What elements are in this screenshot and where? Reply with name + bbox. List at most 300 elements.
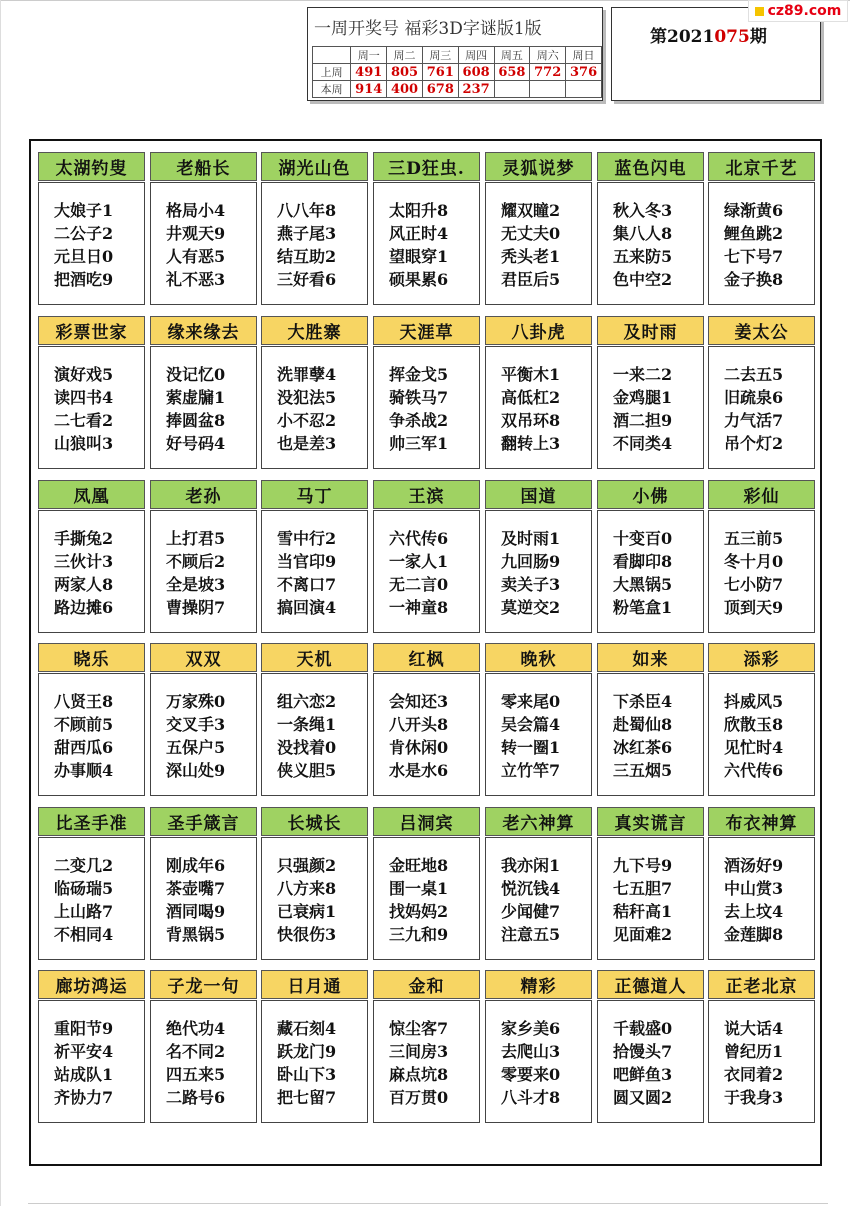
riddle-body bbox=[38, 837, 145, 960]
riddle-line: 一来二2 bbox=[613, 365, 673, 384]
riddle-line: 背黑锅5 bbox=[166, 925, 226, 944]
riddle-line: 说大话4 bbox=[724, 1019, 784, 1038]
riddle-body bbox=[150, 510, 257, 633]
riddle-cell bbox=[38, 643, 145, 796]
draw-number bbox=[530, 81, 566, 98]
riddle-line: 耀双瞳2 bbox=[501, 201, 561, 220]
author-name: 八卦虎 bbox=[485, 316, 592, 345]
riddle-cell bbox=[597, 970, 704, 1123]
riddle-cell bbox=[597, 807, 704, 960]
author-name: 彩仙 bbox=[708, 480, 815, 509]
riddle-line: 曹操阴7 bbox=[166, 598, 226, 617]
riddle-line: 帅三军1 bbox=[389, 434, 449, 453]
riddle-cell bbox=[485, 807, 592, 960]
author-name: 天涯草 bbox=[373, 316, 480, 345]
author-name: 长城长 bbox=[261, 807, 368, 836]
riddle-line: 高低杠2 bbox=[501, 388, 561, 407]
riddle-line: 不顾后2 bbox=[166, 552, 226, 571]
author-name: 缘来缘去 bbox=[150, 316, 257, 345]
riddle-line: 鲤鱼跳2 bbox=[724, 224, 784, 243]
riddle-line: 大黑锅5 bbox=[613, 575, 673, 594]
riddle-line: 无二言0 bbox=[389, 575, 449, 594]
riddle-line: 旧疏泉6 bbox=[724, 388, 784, 407]
riddle-line: 名不同2 bbox=[166, 1042, 226, 1061]
riddle-line: 三五烟5 bbox=[613, 761, 673, 780]
site-logo[interactable] bbox=[748, 0, 848, 22]
riddle-line: 粉笔盒1 bbox=[613, 598, 673, 617]
riddle-cell bbox=[485, 970, 592, 1123]
riddle-cell bbox=[373, 970, 480, 1123]
riddle-line: 好号码4 bbox=[166, 434, 226, 453]
draw-number: 376 bbox=[566, 64, 602, 81]
riddle-cell bbox=[708, 643, 815, 796]
riddle-line: 格局小4 bbox=[166, 201, 226, 220]
riddle-line: 元旦日0 bbox=[54, 247, 114, 266]
riddle-line: 祈平安4 bbox=[54, 1042, 114, 1061]
riddle-line: 色中空2 bbox=[613, 270, 673, 289]
riddle-line: 百万贯0 bbox=[389, 1088, 449, 1107]
riddle-line: 围一桌1 bbox=[389, 879, 449, 898]
riddle-line: 顶到天9 bbox=[724, 598, 784, 617]
riddle-body bbox=[38, 673, 145, 796]
author-name: 日月通 bbox=[261, 970, 368, 999]
riddle-line: 侠义胆5 bbox=[277, 761, 337, 780]
author-name: 蓝色闪电 bbox=[597, 152, 704, 181]
riddle-line: 跃龙门9 bbox=[277, 1042, 337, 1061]
riddle-body bbox=[708, 182, 815, 305]
riddle-body bbox=[261, 1000, 368, 1123]
author-name: 比圣手准 bbox=[38, 807, 145, 836]
riddle-line: 抖威风5 bbox=[724, 692, 784, 711]
riddle-line: 见忙时4 bbox=[724, 738, 784, 757]
author-name: 老船长 bbox=[150, 152, 257, 181]
riddle-line: 快很伤3 bbox=[277, 925, 337, 944]
draw-number: 608 bbox=[458, 64, 494, 81]
riddle-line: 搞回演4 bbox=[277, 598, 337, 617]
riddle-line: 家乡美6 bbox=[501, 1019, 561, 1038]
riddle-line: 中山赏3 bbox=[724, 879, 784, 898]
riddle-body bbox=[373, 346, 480, 469]
day-header: 周一 bbox=[351, 47, 387, 64]
author-name: 湖光山色 bbox=[261, 152, 368, 181]
riddle-body bbox=[485, 673, 592, 796]
riddle-line: 不相同4 bbox=[54, 925, 114, 944]
riddle-line: 茶壶嘴7 bbox=[166, 879, 226, 898]
riddle-line: 九回肠9 bbox=[501, 552, 561, 571]
riddle-line: 秋入冬3 bbox=[613, 201, 673, 220]
bottom-border-line bbox=[28, 1203, 828, 1204]
logo-text: cz89.com bbox=[767, 3, 842, 19]
riddle-body bbox=[150, 1000, 257, 1123]
author-name: 双双 bbox=[150, 643, 257, 672]
weekly-draw-grid bbox=[312, 46, 602, 98]
riddle-line: 交叉手3 bbox=[166, 715, 226, 734]
riddle-line: 五来防5 bbox=[613, 247, 673, 266]
riddle-cell bbox=[38, 480, 145, 633]
riddle-line: 不顾前5 bbox=[54, 715, 114, 734]
riddle-line: 手撕兔2 bbox=[54, 529, 114, 548]
riddle-line: 欣散玉8 bbox=[724, 715, 784, 734]
riddle-line: 及时雨1 bbox=[501, 529, 561, 548]
riddle-line: 冰红茶6 bbox=[613, 738, 673, 757]
riddle-line: 山狼叫3 bbox=[54, 434, 114, 453]
riddle-body bbox=[597, 1000, 704, 1123]
riddle-line: 二变几2 bbox=[54, 856, 114, 875]
riddle-line: 千载盛0 bbox=[613, 1019, 673, 1038]
corner-cell bbox=[313, 47, 351, 64]
draw-number: 491 bbox=[351, 64, 387, 81]
riddle-cell bbox=[261, 152, 368, 305]
riddle-line: 金莲脚8 bbox=[724, 925, 784, 944]
riddle-body bbox=[708, 510, 815, 633]
riddle-line: 争杀战2 bbox=[389, 411, 449, 430]
author-name: 布衣神算 bbox=[708, 807, 815, 836]
riddle-cell bbox=[485, 643, 592, 796]
riddle-cell bbox=[150, 480, 257, 633]
riddle-line: 当官印9 bbox=[277, 552, 337, 571]
riddle-line: 七五胆7 bbox=[613, 879, 673, 898]
riddle-cell bbox=[150, 970, 257, 1123]
riddle-cell bbox=[373, 643, 480, 796]
author-name: 精彩 bbox=[485, 970, 592, 999]
riddle-line: 全是坡3 bbox=[166, 575, 226, 594]
riddle-grid bbox=[29, 139, 822, 1166]
day-header: 周四 bbox=[458, 47, 494, 64]
riddle-line: 拾馒头7 bbox=[613, 1042, 673, 1061]
riddle-line: 二七看2 bbox=[54, 411, 114, 430]
riddle-line: 没找着0 bbox=[277, 738, 337, 757]
riddle-line: 刚成年6 bbox=[166, 856, 226, 875]
riddle-line: 水是水6 bbox=[389, 761, 449, 780]
riddle-line: 五三前5 bbox=[724, 529, 784, 548]
riddle-cell bbox=[261, 480, 368, 633]
author-name: 王滨 bbox=[373, 480, 480, 509]
draw-number: 237 bbox=[458, 81, 494, 98]
riddle-body bbox=[485, 837, 592, 960]
riddle-body bbox=[38, 182, 145, 305]
riddle-line: 二去五5 bbox=[724, 365, 784, 384]
author-name: 老孙 bbox=[150, 480, 257, 509]
riddle-cell bbox=[708, 480, 815, 633]
riddle-line: 无丈夫0 bbox=[501, 224, 561, 243]
riddle-line: 零要来0 bbox=[501, 1065, 561, 1084]
riddle-line: 见面难2 bbox=[613, 925, 673, 944]
riddle-line: 一条绳1 bbox=[277, 715, 337, 734]
riddle-line: 卖关子3 bbox=[501, 575, 561, 594]
riddle-body bbox=[708, 346, 815, 469]
riddle-line: 七下号7 bbox=[724, 247, 784, 266]
day-header: 周二 bbox=[387, 47, 423, 64]
riddle-line: 莫逆交2 bbox=[501, 598, 561, 617]
riddle-body bbox=[261, 837, 368, 960]
riddle-line: 挥金戈5 bbox=[389, 365, 449, 384]
riddle-line: 演好戏5 bbox=[54, 365, 114, 384]
draw-number: 772 bbox=[530, 64, 566, 81]
riddle-line: 没记忆0 bbox=[166, 365, 226, 384]
author-name: 灵狐说梦 bbox=[485, 152, 592, 181]
riddle-line: 燕子尾3 bbox=[277, 224, 337, 243]
riddle-cell bbox=[708, 970, 815, 1123]
riddle-line: 金旺地8 bbox=[389, 856, 449, 875]
riddle-line: 酒二担9 bbox=[613, 411, 673, 430]
riddle-line: 八八年8 bbox=[277, 201, 337, 220]
riddle-line: 衣同着2 bbox=[724, 1065, 784, 1084]
this-week-row bbox=[313, 81, 602, 98]
riddle-cell bbox=[38, 316, 145, 469]
riddle-cell bbox=[597, 316, 704, 469]
riddle-line: 上打君5 bbox=[166, 529, 226, 548]
author-name: 马丁 bbox=[261, 480, 368, 509]
riddle-body bbox=[38, 346, 145, 469]
riddle-line: 三好看6 bbox=[277, 270, 337, 289]
riddle-cell bbox=[261, 316, 368, 469]
riddle-line: 秃头老1 bbox=[501, 247, 561, 266]
issue-code: 075 bbox=[714, 27, 750, 47]
riddle-line: 三伙计3 bbox=[54, 552, 114, 571]
riddle-line: 金鸡腿1 bbox=[613, 388, 673, 407]
draw-number: 805 bbox=[387, 64, 423, 81]
riddle-cell bbox=[708, 316, 815, 469]
top-border-line bbox=[0, 0, 850, 1]
riddle-cell bbox=[373, 316, 480, 469]
riddle-line: 立竹竿7 bbox=[501, 761, 561, 780]
day-header: 周五 bbox=[494, 47, 530, 64]
riddle-line: 也是差3 bbox=[277, 434, 337, 453]
author-name: 真实谎言 bbox=[597, 807, 704, 836]
riddle-line: 吧鲜鱼3 bbox=[613, 1065, 673, 1084]
author-name: 圣手箴言 bbox=[150, 807, 257, 836]
riddle-line: 绝代功4 bbox=[166, 1019, 226, 1038]
riddle-line: 吊个灯2 bbox=[724, 434, 784, 453]
issue-prefix: 第2021 bbox=[650, 27, 715, 47]
riddle-cell bbox=[485, 316, 592, 469]
riddle-body bbox=[485, 510, 592, 633]
riddle-cell bbox=[150, 316, 257, 469]
riddle-cell bbox=[150, 807, 257, 960]
riddle-line: 吴会篇4 bbox=[501, 715, 561, 734]
riddle-line: 小不忍2 bbox=[277, 411, 337, 430]
riddle-cell bbox=[261, 807, 368, 960]
riddle-body bbox=[485, 182, 592, 305]
author-name: 如来 bbox=[597, 643, 704, 672]
riddle-line: 曾纪历1 bbox=[724, 1042, 784, 1061]
riddle-cell bbox=[261, 970, 368, 1123]
riddle-line: 六代传6 bbox=[389, 529, 449, 548]
author-name: 北京千艺 bbox=[708, 152, 815, 181]
riddle-line: 太阳升8 bbox=[389, 201, 449, 220]
author-name: 凤凰 bbox=[38, 480, 145, 509]
riddle-line: 深山处9 bbox=[166, 761, 226, 780]
riddle-line: 万家殊0 bbox=[166, 692, 226, 711]
riddle-line: 不同类4 bbox=[613, 434, 673, 453]
riddle-body bbox=[597, 510, 704, 633]
riddle-line: 圆又圆2 bbox=[613, 1088, 673, 1107]
riddle-line: 甜西瓜6 bbox=[54, 738, 114, 757]
author-name: 红枫 bbox=[373, 643, 480, 672]
author-name: 国道 bbox=[485, 480, 592, 509]
riddle-line: 惊尘客7 bbox=[389, 1019, 449, 1038]
riddle-line: 八贤王8 bbox=[54, 692, 114, 711]
riddle-line: 转一圈1 bbox=[501, 738, 561, 757]
riddle-line: 秸秆高1 bbox=[613, 902, 673, 921]
riddle-line: 零来尾0 bbox=[501, 692, 561, 711]
draw-number: 658 bbox=[494, 64, 530, 81]
draw-number: 678 bbox=[422, 81, 458, 98]
riddle-line: 萦虚牖1 bbox=[166, 388, 226, 407]
riddle-line: 两家人8 bbox=[54, 575, 114, 594]
riddle-body bbox=[150, 182, 257, 305]
weekly-draw-table bbox=[307, 7, 603, 101]
riddle-line: 八开头8 bbox=[389, 715, 449, 734]
riddle-line: 八斗才8 bbox=[501, 1088, 561, 1107]
author-name: 正老北京 bbox=[708, 970, 815, 999]
riddle-line: 捧圆盆8 bbox=[166, 411, 226, 430]
riddle-line: 雪中行2 bbox=[277, 529, 337, 548]
riddle-line: 悦沉钱4 bbox=[501, 879, 561, 898]
riddle-line: 读四书4 bbox=[54, 388, 114, 407]
draw-number: 400 bbox=[387, 81, 423, 98]
riddle-line: 君臣后5 bbox=[501, 270, 561, 289]
riddle-line: 望眼穿1 bbox=[389, 247, 449, 266]
riddle-cell bbox=[150, 643, 257, 796]
riddle-line: 临砀瑞5 bbox=[54, 879, 114, 898]
riddle-body bbox=[38, 1000, 145, 1123]
riddle-line: 三间房3 bbox=[389, 1042, 449, 1061]
issue-number bbox=[650, 22, 767, 47]
riddle-line: 金子换8 bbox=[724, 270, 784, 289]
riddle-cell bbox=[38, 807, 145, 960]
riddle-line: 酒同喝9 bbox=[166, 902, 226, 921]
riddle-line: 硕果累6 bbox=[389, 270, 449, 289]
riddle-line: 已衰病1 bbox=[277, 902, 337, 921]
riddle-line: 只强颜2 bbox=[277, 856, 337, 875]
author-name: 天机 bbox=[261, 643, 368, 672]
riddle-line: 找妈妈2 bbox=[389, 902, 449, 921]
riddle-cell bbox=[485, 480, 592, 633]
draw-number bbox=[566, 81, 602, 98]
riddle-line: 结互助2 bbox=[277, 247, 337, 266]
riddle-body bbox=[373, 510, 480, 633]
riddle-line: 去爬山3 bbox=[501, 1042, 561, 1061]
riddle-cell bbox=[597, 152, 704, 305]
author-name: 吕洞宾 bbox=[373, 807, 480, 836]
riddle-line: 洗罪孽4 bbox=[277, 365, 337, 384]
riddle-body bbox=[38, 510, 145, 633]
riddle-line: 去上坟4 bbox=[724, 902, 784, 921]
day-header: 周三 bbox=[422, 47, 458, 64]
riddle-line: 翻转上3 bbox=[501, 434, 561, 453]
riddle-body bbox=[597, 673, 704, 796]
riddle-line: 办事顺4 bbox=[54, 761, 114, 780]
riddle-body bbox=[485, 1000, 592, 1123]
riddle-body bbox=[708, 673, 815, 796]
riddle-body bbox=[150, 837, 257, 960]
author-name: 及时雨 bbox=[597, 316, 704, 345]
draw-number: 761 bbox=[422, 64, 458, 81]
riddle-line: 七小防7 bbox=[724, 575, 784, 594]
riddle-line: 一神童8 bbox=[389, 598, 449, 617]
riddle-line: 少闻健7 bbox=[501, 902, 561, 921]
author-name: 小佛 bbox=[597, 480, 704, 509]
riddle-line: 麻点坑8 bbox=[389, 1065, 449, 1084]
author-name: 金和 bbox=[373, 970, 480, 999]
riddle-line: 五保户5 bbox=[166, 738, 226, 757]
riddle-cell bbox=[38, 970, 145, 1123]
riddle-line: 齐协力7 bbox=[54, 1088, 114, 1107]
riddle-line: 三九和9 bbox=[389, 925, 449, 944]
riddle-line: 于我身3 bbox=[724, 1088, 784, 1107]
riddle-line: 十变百0 bbox=[613, 529, 673, 548]
riddle-body bbox=[261, 673, 368, 796]
riddle-line: 冬十月0 bbox=[724, 552, 784, 571]
riddle-cell bbox=[597, 643, 704, 796]
riddle-line: 重阳节9 bbox=[54, 1019, 114, 1038]
riddle-line: 二公子2 bbox=[54, 224, 114, 243]
riddle-body bbox=[261, 346, 368, 469]
riddle-line: 集八人8 bbox=[613, 224, 673, 243]
riddle-line: 平衡木1 bbox=[501, 365, 561, 384]
riddle-line: 六代传6 bbox=[724, 761, 784, 780]
riddle-line: 卧山下3 bbox=[277, 1065, 337, 1084]
riddle-body bbox=[261, 182, 368, 305]
riddle-line: 我亦闲1 bbox=[501, 856, 561, 875]
riddle-body bbox=[261, 510, 368, 633]
issue-suffix: 期 bbox=[749, 27, 767, 47]
draw-number: 914 bbox=[351, 81, 387, 98]
riddle-line: 人有恶5 bbox=[166, 247, 226, 266]
author-name: 廊坊鸿运 bbox=[38, 970, 145, 999]
riddle-cell bbox=[150, 152, 257, 305]
riddle-line: 四五来5 bbox=[166, 1065, 226, 1084]
draw-number bbox=[494, 81, 530, 98]
riddle-cell bbox=[261, 643, 368, 796]
riddle-line: 赴蜀仙8 bbox=[613, 715, 673, 734]
riddle-body bbox=[150, 673, 257, 796]
day-header: 周六 bbox=[530, 47, 566, 64]
riddle-line: 注意五5 bbox=[501, 925, 561, 944]
riddle-cell bbox=[373, 152, 480, 305]
riddle-line: 看脚印8 bbox=[613, 552, 673, 571]
riddle-line: 风正时4 bbox=[389, 224, 449, 243]
riddle-line: 双吊环8 bbox=[501, 411, 561, 430]
riddle-cell bbox=[485, 152, 592, 305]
riddle-line: 骑铁马7 bbox=[389, 388, 449, 407]
riddle-body bbox=[597, 837, 704, 960]
riddle-line: 酒汤好9 bbox=[724, 856, 784, 875]
riddle-body bbox=[373, 182, 480, 305]
day-header: 周日 bbox=[566, 47, 602, 64]
riddle-cell bbox=[38, 152, 145, 305]
riddle-body bbox=[150, 346, 257, 469]
riddle-body bbox=[708, 1000, 815, 1123]
riddle-line: 会知还3 bbox=[389, 692, 449, 711]
riddle-line: 肯休闲0 bbox=[389, 738, 449, 757]
author-name: 正德道人 bbox=[597, 970, 704, 999]
riddle-line: 二路号6 bbox=[166, 1088, 226, 1107]
weekly-draw-title: 一周开奖号 福彩3D字谜版1版 bbox=[314, 19, 542, 39]
riddle-body bbox=[485, 346, 592, 469]
riddle-line: 九下号9 bbox=[613, 856, 673, 875]
riddle-line: 绿渐黄6 bbox=[724, 201, 784, 220]
last-week-row bbox=[313, 64, 602, 81]
riddle-line: 一家人1 bbox=[389, 552, 449, 571]
riddle-line: 大娘子1 bbox=[54, 201, 114, 220]
riddle-line: 礼不恶3 bbox=[166, 270, 226, 289]
author-name: 太湖钓叟 bbox=[38, 152, 145, 181]
riddle-line: 下杀臣4 bbox=[613, 692, 673, 711]
riddle-line: 藏石刻4 bbox=[277, 1019, 337, 1038]
riddle-line: 上山路7 bbox=[54, 902, 114, 921]
